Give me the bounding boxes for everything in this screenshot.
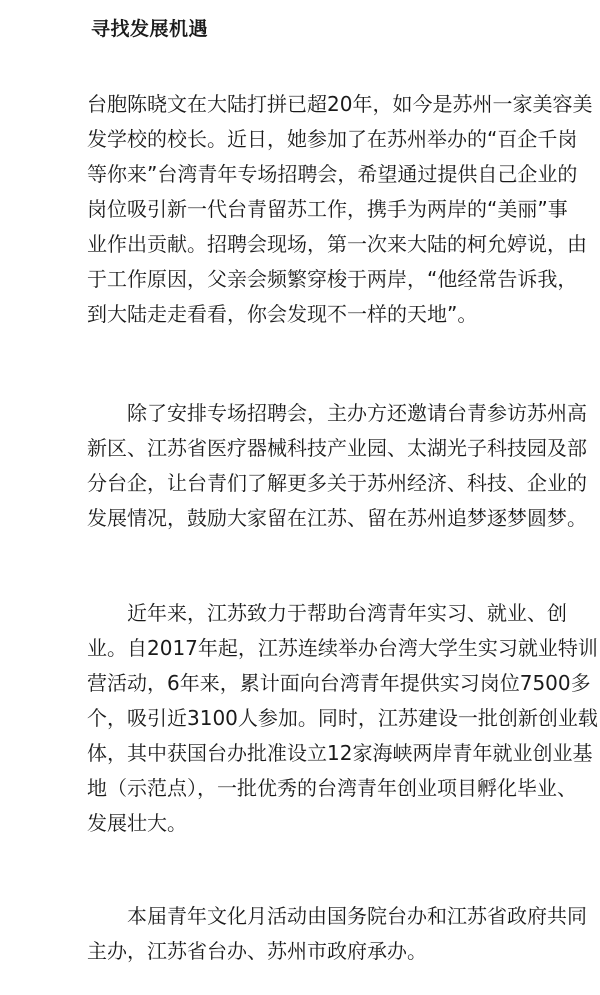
paragraph-3 xyxy=(87,596,598,841)
paragraph-line: 发展壮大。 xyxy=(87,811,187,835)
paragraph-line: 到大陆走走看看，你会发现不一样的天地”。 xyxy=(87,302,478,326)
paragraph-line: 岗位吸引新一代台青留苏工作，携手为两岸的“美丽”事 xyxy=(87,197,568,221)
paragraph-4 xyxy=(87,899,587,969)
paragraph-2 xyxy=(87,396,587,536)
paragraph-line: 发学校的校长。近日，她参加了在苏州举办的“百企千岗 xyxy=(87,127,578,151)
paragraph-line: 个，吸引近3100人参加。同时，江苏建设一批创新创业载 xyxy=(87,706,598,730)
paragraph-line: 地（示范点），一批优秀的台湾青年创业项目孵化毕业、 xyxy=(87,776,577,800)
paragraph-line: 发展情况，鼓励大家留在江苏、留在苏州追梦逐梦圆梦。 xyxy=(87,506,587,530)
paragraph-line: 分台企，让台青们了解更多关于苏州经济、科技、企业的 xyxy=(87,471,587,495)
paragraph-line: 业。自2017年起，江苏连续举办台湾大学生实习就业特训 xyxy=(87,636,598,660)
paragraph-line: 体，其中获国台办批准设立12家海峡两岸青年就业创业基 xyxy=(87,741,593,765)
paragraph-line: 业作出贡献。招聘会现场，第一次来大陆的柯允婷说，由 xyxy=(87,232,587,256)
paragraph-line: 营活动，6年来，累计面向台湾青年提供实习岗位7500多 xyxy=(87,671,591,695)
paragraph-1 xyxy=(87,87,593,332)
paragraph-line: 近年来，江苏致力于帮助台湾青年实习、就业、创 xyxy=(87,601,567,625)
paragraph-line: 除了安排专场招聘会，主办方还邀请台青参访苏州高 xyxy=(87,401,587,425)
paragraph-line: 于工作原因，父亲会频繁穿梭于两岸，“他经常告诉我， xyxy=(87,267,578,291)
paragraph-line: 本届青年文化月活动由国务院台办和江苏省政府共同 xyxy=(87,904,587,928)
section-heading: 寻找发展机遇 xyxy=(91,18,209,40)
paragraph-line: 新区、江苏省医疗器械科技产业园、太湖光子科技园及部 xyxy=(87,436,587,460)
paragraph-line: 主办，江苏省台办、苏州市政府承办。 xyxy=(87,939,427,963)
paragraph-line: 等你来”台湾青年专场招聘会，希望通过提供自己企业的 xyxy=(87,162,578,186)
paragraph-line: 台胞陈晓文在大陆打拼已超20年，如今是苏州一家美容美 xyxy=(87,92,593,116)
